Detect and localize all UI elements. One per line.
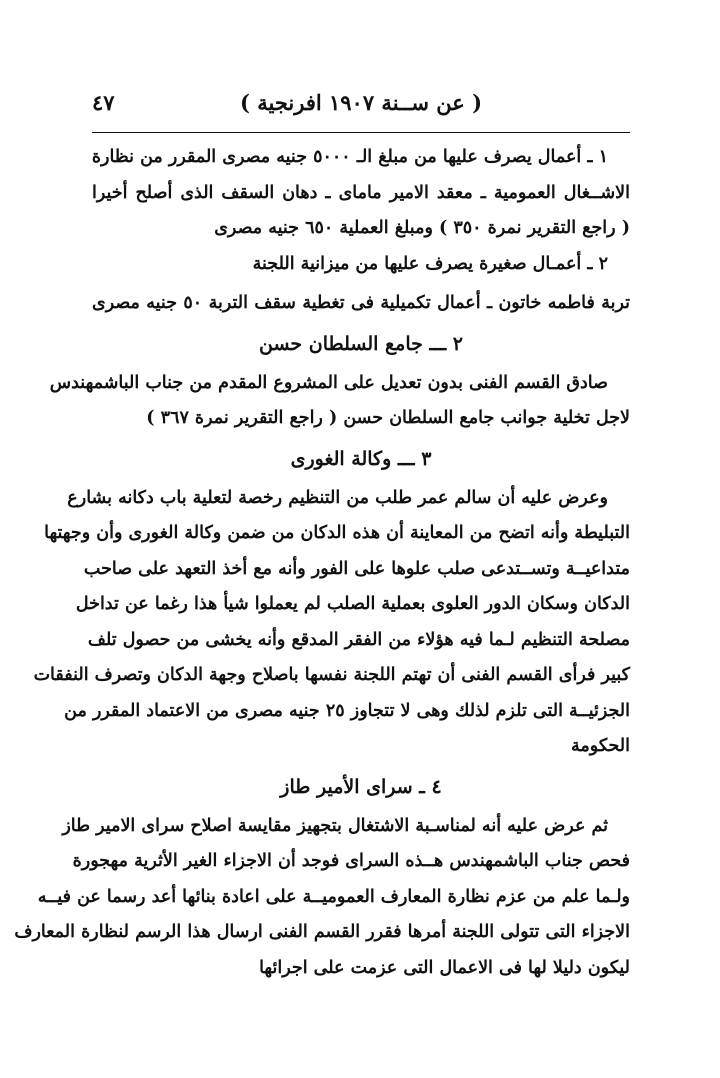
section-wikala-al-ghuri (33, 437, 630, 765)
section-heading: ٣ ـــ وكالة الغورى (290, 447, 432, 470)
paragraph-line: الحكومة (571, 736, 630, 756)
section-amir-taz-palace (14, 765, 630, 987)
header-title: ( عن ســنة ١٩٠٧ افرنجية ) (239, 90, 483, 115)
paragraph-line: وعرض عليه أن سالم عمر طلب من التنظيم رخصة لتعلية باب دكانه بشارع (67, 487, 608, 508)
paragraph-line: صادق القسم الفنى بدون تعديل على المشروع المقدم من جناب الباشمهندس (49, 372, 608, 393)
section-heading: ٤ ـ سراى الأمير طاز (280, 775, 442, 798)
paragraph-line: الاشــغال العمومية ـ معقد الامير ماماى ـ دهان السقف الذى أصلح أخيرا (92, 182, 630, 203)
paragraph-line: التبليطة وأنه اتضح من المعاينة أن هذه الدكان من ضمن وكالة الغورى وأن وجهتها (44, 523, 630, 543)
running-header (92, 88, 630, 133)
paragraph-line: ولـما علم من عزم نظارة المعارف العموميــة على اعادة بنائها أعد رسما عن فيــه (37, 886, 630, 907)
section-heading: ٢ ـــ جامع السلطان حسن (259, 332, 463, 355)
paragraph-line: ليكون دليلا لها فى الاعمال التى عزمت على اجرائها (259, 957, 630, 978)
page-body (14, 140, 630, 986)
paragraph-line: كبير فرأى القسم الفنى أن تهتم اللجنة نفسها باصلاح وجهة الدكان وتصرف النفقات (33, 665, 630, 685)
paragraph-line: الاجزاء التى تتولى اللجنة أمرها فقرر القسم الفنى ارسال هذا الرسم لنظارة المعارف (14, 922, 630, 942)
section-works-list (92, 140, 630, 322)
paragraph-line: ٢ ـ أعمـال صغيرة يصرف عليها من ميزانية اللجنة (252, 253, 608, 274)
paragraph-line: الدكان وسكان الدور العلوى بعملية الصلب لم يعملوا شيأ هذا رغما عن تداخل (75, 594, 630, 614)
section-sultan-hassan-mosque (49, 322, 630, 437)
paragraph-line: تربة فاطمه خاتون ـ أعمال تكميلية فى تغطية سقف التربة ٥٠ جنيه مصرى (92, 293, 630, 313)
paragraph-line: متداعيــة وتســتدعى صلب علوها على الفور وأنه مع أخذ التعهد على صاحب (83, 558, 630, 579)
paragraph-line: ( راجع التقرير نمرة ٣٥٠ ) ومبلغ العملية ٦٥٠ جنيه مصرى (214, 218, 630, 238)
paragraph-line: ثم عرض عليه أنه لمناسـبة الاشتغال بتجهيز مقايسة اصلاح سراى الامير طاز (62, 815, 608, 836)
paragraph-line: الجزئيــة التى تلزم لذلك وهى لا تتجاوز ٢٥ جنيه مصرى من الاعتماد المقرر من (64, 700, 630, 721)
paragraph-line: لاجل تخلية جوانب جامع السلطان حسن ( راجع التقرير نمرة ٣٦٧ ) (146, 408, 630, 428)
paragraph-line: فحص جناب الباشمهندس هــذه السراى فوجد أن الاجزاء الغير الأثرية مهجورة (72, 851, 630, 871)
paragraph-line: مصلحة التنظيم لـما فيه هؤلاء من الفقر المدقع وأنه يخشى من حصول تلف (87, 629, 630, 650)
page-number: ٤٧ (92, 90, 115, 115)
paragraph-line: ١ ـ أعمال يصرف عليها من مبلغ الـ ٥٠٠٠ جنيه مصرى المقرر من نظارة (91, 147, 608, 167)
